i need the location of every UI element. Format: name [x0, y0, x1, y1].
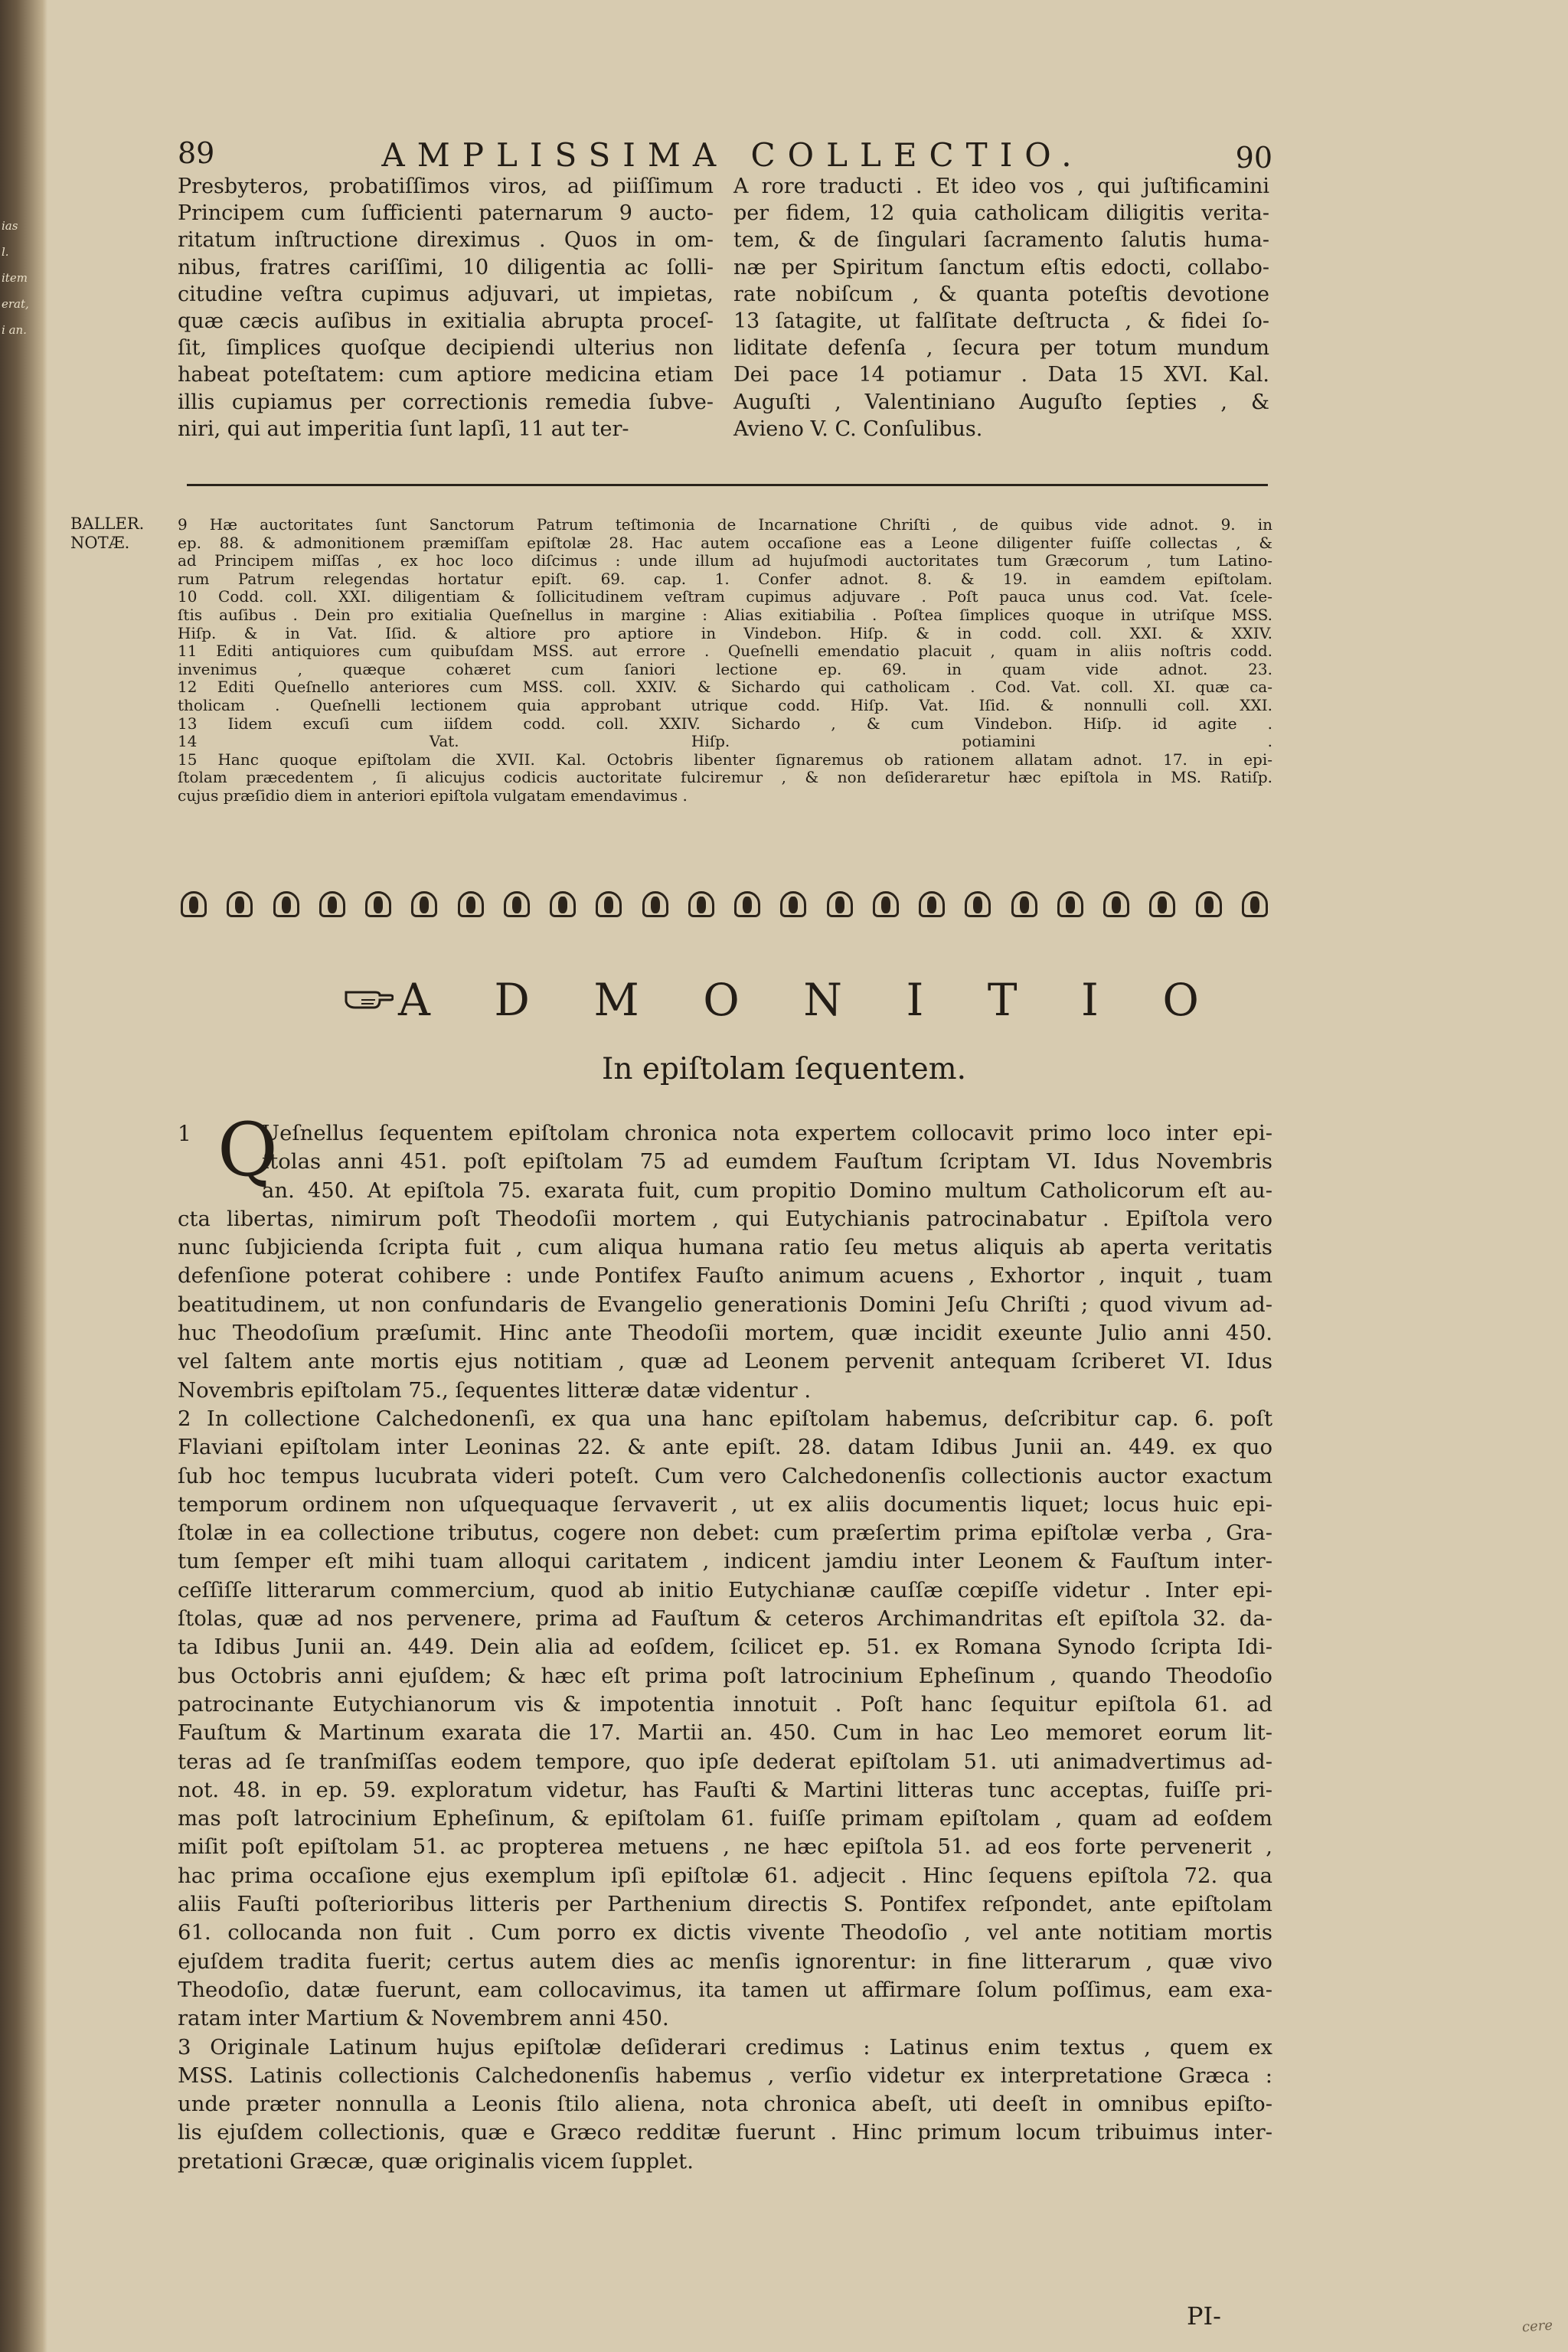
adjacent-page-strip: [0, 0, 47, 2352]
text-line: huc Theodoſium præſumit. Hinc ante Theodoſii mortem, quæ incidit exeunte Julio anni 450.: [178, 1321, 1272, 1346]
fragment-line: erat,: [2, 297, 29, 311]
text-line: invenimus , quæque cohæret cum ſaniori lectione ep. 69. in quam vide adnot. 23.: [178, 659, 1272, 678]
paragraph-number: 1: [178, 1121, 191, 1146]
text-line: ſit, ſimplices quoſque decipiendi ulterius non: [178, 336, 714, 361]
text-line: Presbyteros, probatiſſimos viros, ad piiſſimum: [178, 175, 714, 198]
title-letter: O: [1162, 974, 1202, 1026]
text-line: tholicam . Queſnelli lectionem quia approbant utrique codd. Hiſp. Vat. Iſid. & nonnulli coll. XXI.: [178, 695, 1272, 714]
fleuron-icon: [1054, 890, 1088, 919]
ornamental-band: [178, 887, 1272, 922]
text-line: nunc ſubjicienda ſcripta fuit , cum aliqua humana ratio ſeu metus aliquis ab aperta veritatis: [178, 1235, 1272, 1260]
fleuron-icon: [962, 890, 995, 919]
fragment-line: item: [2, 271, 28, 285]
fleuron-icon: [1193, 890, 1227, 919]
fleuron-icon: [501, 890, 534, 919]
text-column-right: [733, 173, 1269, 443]
notes-label: [70, 514, 144, 553]
fleuron-icon: [224, 890, 257, 919]
text-line: Flaviani epiſtolam inter Leoninas 22. & ante epiſt. 28. datam Idibus Junii an. 449. ex quo: [178, 1435, 1272, 1460]
text-line: Dei pace 14 potiamur . Data 15 XVI. Kal.: [733, 363, 1269, 387]
admonitio-body: [178, 1107, 1272, 2176]
text-line: ad Principem miſſas , ex hoc loco diſcimus : unde illum ad hujuſmodi auctoritates tum Græcorum , tum Latino-: [178, 551, 1272, 570]
text-line: unde præter nonnulla a Leonis ſtilo aliena, nota chronica abeſt, uti deeſt in omnibus epiſto-: [178, 2092, 1272, 2117]
text-line: ta Idibus Junii an. 449. Dein alia ad eoſdem, ſcilicet ep. 51. ex Romana Synodo ſcripta Idi-: [178, 1635, 1272, 1660]
title-letter: O: [703, 974, 743, 1026]
text-line: MSS. Latinis collectionis Calchedonenſis habemus , verſio videtur ex interpretatione Græca :: [178, 2063, 1272, 2088]
text-line: rum Patrum relegendas hortatur epiſt. 69. cap. 1. Confer adnot. 8. & 19. in eamdem epiſtolam.: [178, 569, 1272, 588]
text-line: defenſione poterat cohibere : unde Pontifex Fauſto animum acuens , Exhortor , inquit , tuam: [178, 1263, 1272, 1289]
text-line: næ per Spiritum ſanctum eſtis edocti, collabo-: [733, 255, 1269, 279]
text-line: rate nobiſcum , & quanta poteſtis devotione: [733, 282, 1269, 306]
text-line: 2 In collectione Calchedonenſi, ex qua una hanc epiſtolam habemus, deſcribitur cap. 6. poſt: [178, 1406, 1272, 1431]
text-line: ejuſdem tradita fuerit; certus autem dies ac menſis ignorentur: in fine litterarum , quæ vivo: [178, 1949, 1272, 1974]
fleuron-icon: [1239, 890, 1272, 919]
fleuron-icon: [1008, 890, 1042, 919]
fleuron-icon: [408, 890, 442, 919]
admonitio-title: [398, 974, 1202, 1026]
text-line: nibus, fratres cariſſimi, 10 diligentia ac ſolli-: [178, 255, 714, 279]
fleuron-icon: [270, 890, 304, 919]
text-column-left: [178, 173, 714, 443]
text-line: Auguſti , Valentiniano Auguſto ſepties , &: [733, 390, 1269, 414]
fleuron-icon: [1146, 890, 1180, 919]
fleuron-icon: [824, 890, 858, 919]
text-line: citudine veſtra cupimus adjuvari, ut impietas,: [178, 282, 714, 306]
text-line: 3 Originale Latinum hujus epiſtolæ deſiderari credimus : Latinus enim textus , quem ex: [178, 2034, 1272, 2060]
text-line: beatitudinem, ut non confundaris de Evangelio generationis Domini Jeſu Chriſti ; quod vivum ad-: [178, 1292, 1272, 1317]
section-subtitle: In epiſtolam ſequentem.: [601, 1052, 967, 1086]
text-line: habeat poteſtatem: cum aptiore medicina etiam: [178, 363, 714, 387]
page-number-left: 89: [178, 136, 215, 170]
text-line: aliis Fauſti poſterioribus litteris per Parthenium directis S. Pontifex reſpondet, ante epiſtolam: [178, 1892, 1272, 1917]
text-line: illis cupiamus per correctionis remedia ſubve-: [178, 390, 714, 414]
notes-label-baller: BALLER.: [70, 514, 145, 533]
fleuron-icon: [316, 890, 350, 919]
text-line: 14 Vat. Hiſp. potiamini .: [178, 732, 1272, 751]
text-line: ſtolam præcedentem , ſi alicujus codicis auctoritate fulciremur , & non deſideraretur hæc epiſtola in MS. Ratiſp.: [178, 768, 1272, 787]
title-letter: T: [987, 974, 1021, 1026]
text-line: hac prima occaſione ejus exemplum ipſi epiſtolæ 61. adjecit . Hinc ſequens epiſtola 72. qua: [178, 1863, 1272, 1888]
fleuron-icon: [1100, 890, 1134, 919]
text-line: ep. 88. & admonitionem præmiſſam epiſtolæ 28. Hac autem occaſione eas a Leone diligenter fuiſſe collectas , &: [178, 533, 1272, 552]
adjacent-page-bottom-fragment: cere: [1521, 2317, 1553, 2336]
text-line: 15 Hanc quoque epiſtolam die XVII. Kal. Octobris libenter ſignaremus ob rationem allatam adnot. 17. in epi-: [178, 750, 1272, 769]
fleuron-icon: [455, 890, 488, 919]
running-header: [178, 132, 1272, 179]
text-line: temporum ordinem non uſquequaque ſervaverit , ut ex aliis documentis liquet; locus huic epi-: [178, 1491, 1272, 1517]
fragment-line: ias: [2, 219, 18, 233]
text-line: 13 Iidem excuſi cum iiſdem codd. coll. XXIV. Sichardo , & cum Vindebon. Hiſp. id agite .: [178, 714, 1272, 733]
fleuron-icon: [547, 890, 580, 919]
body-lines: [178, 1119, 1272, 2176]
text-line: tum ſemper eſt mihi tuam alloqui caritatem , indicent jamdiu inter Leonem & Fauſtum inter-: [178, 1549, 1272, 1574]
text-line: per fidem, 12 quia catholicam diligitis verita-: [733, 201, 1269, 226]
fragment-line: l.: [2, 245, 9, 259]
text-line: lis ejuſdem collectionis, quæ e Græco redditæ fuerunt . Hinc primum locum tribuimus inter-: [178, 2120, 1272, 2145]
text-line: liditate defenſa , ſecura per totum mundum: [733, 336, 1269, 361]
fleuron-icon: [178, 890, 211, 919]
text-line: Novembris epiſtolam 75., ſequentes litteræ datæ videntur .: [178, 1377, 812, 1403]
adjacent-page-fragments: [2, 213, 46, 343]
text-line: ſtolas anni 451. poſt epiſtolam 75 ad eumdem Fauſtum ſcriptam VI. Idus Novembris: [262, 1149, 1272, 1174]
text-line: an. 450. At epiſtola 75. exarata fuit, cum propitio Domino multum Catholicorum eſt au-: [262, 1178, 1272, 1203]
pointing-hand-icon: [345, 985, 394, 1011]
text-line: vel ſaltem ante mortis ejus notitiam , quæ ad Leonem pervenit antequam ſcriberet VI. Idus: [178, 1349, 1272, 1374]
text-line: 9 Hæ auctoritates ſunt Sanctorum Patrum teſtimonia de Incarnatione Chriſti , de quibus vide adnot. 9. in: [178, 515, 1272, 534]
fleuron-icon: [362, 890, 396, 919]
fleuron-icon: [639, 890, 673, 919]
title-letter: I: [1081, 974, 1102, 1026]
fleuron-icon: [777, 890, 811, 919]
text-line: mas poſt latrocinium Epheſinum, & epiſtolam 61. fuiſſe primam epiſtolam , quam ad eoſdem: [178, 1806, 1272, 1831]
text-line: pretationi Græcæ, quæ originalis vicem ſupplet.: [178, 2148, 694, 2174]
text-line: ſtolæ in ea collectione tributus, cogere non debet: cum præſertim prima epiſtolæ verba , Gra-: [178, 1521, 1272, 1546]
fragment-line: i an.: [2, 323, 27, 337]
notes-label-notae: NOTÆ.: [70, 534, 130, 552]
text-line: ſtis auſibus . Dein pro exitialia Queſnellus in margine : Alias exitiabilia . Poſtea ſimplices quoque in utriſque MSS.: [178, 605, 1272, 624]
text-line: ceſſiſſe litterarum commercium, quod ab initio Eutychianæ cauſſæ cœpiſſe videtur . Inter epi-: [178, 1577, 1272, 1602]
editorial-notes: [178, 516, 1272, 805]
title-letter: I: [906, 974, 927, 1026]
text-line: bus Octobris anni ejuſdem; & hæc eſt prima poſt latrocinium Epheſinum , quando Theodoſio: [178, 1663, 1272, 1688]
catchword: PI-: [1187, 2301, 1221, 2331]
text-line: Theodoſio, datæ fuerunt, eam collocavimus, ita tamen ut affirmare ſolum poſſimus, eam exa-: [178, 1977, 1272, 2002]
text-line: cta libertas, nimirum poſt Theodoſii mortem , qui Eutychianis patrocinabatur . Epiſtola vero: [178, 1206, 1272, 1231]
text-line: Hiſp. & in Vat. Iſid. & altiore pro aptiore in Vindebon. Hiſp. & in codd. coll. XXI. & XXIV.: [178, 623, 1272, 642]
text-line: quæ cæcis auſibus in exitialia abrupta proceſ-: [178, 309, 714, 333]
running-title: AMPLISSIMA COLLECTIO.: [381, 136, 1084, 174]
text-line: patrocinante Eutychianorum vis & impotentia innotuit . Poſt hanc ſequitur epiſtola 61. ad: [178, 1691, 1272, 1717]
text-line: Principem cum ſufficienti paternarum 9 aucto-: [178, 201, 714, 226]
text-line: ratam inter Martium & Novembrem anni 450.: [178, 2006, 669, 2031]
text-line: Fauſtum & Martinum exarata die 17. Martii an. 450. Cum in hac Leo memoret eorum lit-: [178, 1720, 1272, 1746]
text-line: tem, & de ſingulari ſacramento ſalutis huma-: [733, 228, 1269, 253]
fleuron-icon: [731, 890, 765, 919]
text-line: 11 Editi antiquiores cum quibuſdam MSS. aut errore . Queſnelli emendatio placuit , quam in aliis noſtris codd.: [178, 642, 1272, 661]
text-line: teras ad ſe tranſmiſſas eodem tempore, quo ipſe dederat epiſtolam 51. uti animadvertimus ad-: [178, 1749, 1272, 1774]
text-line: 10 Codd. coll. XXI. diligentiam & ſollicitudinem veſtram cupimus adjuvare . Poſt pauca unus cod. Vat. ſcele-: [178, 587, 1272, 606]
separator-rule: [187, 484, 1268, 486]
text-line: A rore traducti . Et ideo vos , qui juſtificamini: [733, 175, 1269, 198]
text-line: not. 48. in ep. 59. exploratum videtur, has Fauſti & Martini litteras tunc acceptas, fuiſſe pri-: [178, 1777, 1272, 1802]
title-letter: A: [398, 974, 433, 1026]
text-line: niri, qui aut imperitia ſunt lapſi, 11 aut ter-: [178, 416, 629, 441]
text-line: Ueſnellus ſequentem epiſtolam chronica nota expertem collocavit primo loco inter epi-: [262, 1121, 1272, 1145]
text-line: 12 Editi Queſnello anteriores cum MSS. coll. XXIV. & Sichardo qui catholicam . Cod. Vat. coll. XI. quæ ca-: [178, 678, 1272, 697]
text-line: miſit poſt epiſtolam 51. ac propterea metuens , ne hæc epiſtola 51. ad eos forte pervenerit ,: [178, 1834, 1272, 1860]
drop-capital: Q: [217, 1107, 278, 1193]
fleuron-icon: [870, 890, 903, 919]
title-letter: M: [593, 974, 642, 1026]
section-title-row: [345, 974, 1302, 1027]
text-line: Avieno V. C. Conſulibus.: [733, 416, 983, 441]
text-line: 61. collocanda non fuit . Cum porro ex dictis vivente Theodoſio , vel ante notitiam mortis: [178, 1920, 1272, 1945]
page-number-right: 90: [1235, 141, 1272, 175]
fleuron-icon: [593, 890, 626, 919]
title-letter: D: [494, 974, 533, 1026]
fleuron-icon: [916, 890, 949, 919]
fleuron-icon: [685, 890, 719, 919]
text-line: ſub hoc tempus lucubrata videri poteſt. Cum vero Calchedonenſis collectionis auctor exactum: [178, 1463, 1272, 1488]
text-line: ſtolas, quæ ad nos pervenere, prima ad Fauſtum & ceteros Archimandritas eſt epiſtola 32. da-: [178, 1606, 1272, 1632]
text-line: 13 ſatagite, ut falſitate deſtructa , & fidei ſo-: [733, 309, 1269, 333]
text-line: cujus præſidio diem in anteriori epiſtola vulgatam emendavimus .: [178, 786, 688, 805]
text-line: ritatum inſtructione direximus . Quos in om-: [178, 228, 714, 253]
title-letter: N: [803, 974, 845, 1026]
